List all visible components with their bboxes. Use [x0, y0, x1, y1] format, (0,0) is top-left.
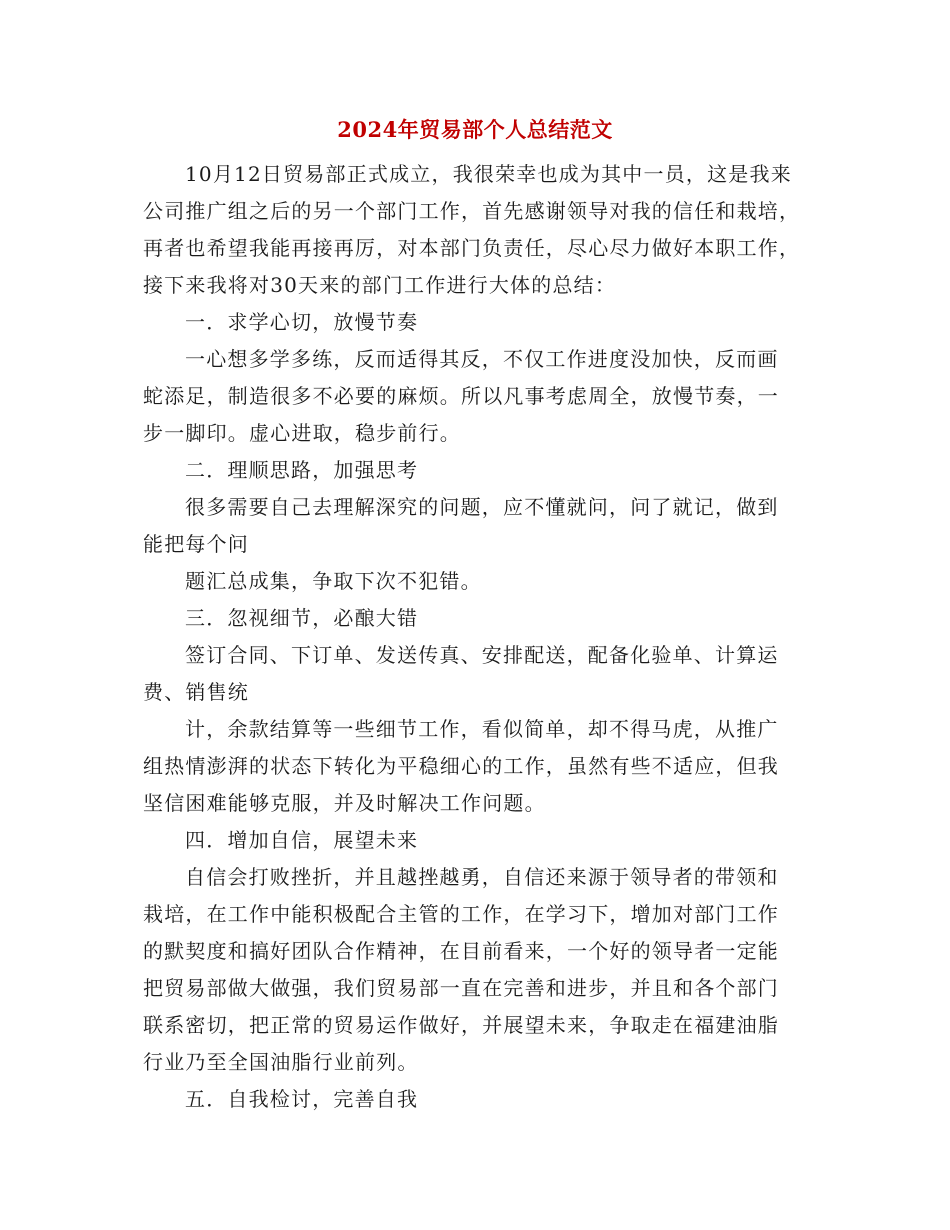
- section-heading-4: 四．增加自信，展望未来: [185, 828, 419, 852]
- paragraph-line: 把贸易部做大做强，我们贸易部一直在完善和进步，并且和各个部门: [143, 976, 779, 1000]
- paragraph-line: 10月12日贸易部正式成立，我很荣幸也成为其中一员，这是我来: [185, 162, 792, 186]
- paragraph-line: 组热情澎湃的状态下转化为平稳细心的工作，虽然有些不适应，但我: [143, 754, 779, 778]
- paragraph-line: 蛇添足，制造很多不必要的麻烦。所以凡事考虑周全，放慢节奏，一: [143, 384, 779, 408]
- paragraph-line: 计，余款结算等一些细节工作，看似简单，却不得马虎，从推广: [185, 717, 779, 741]
- paragraph-line: 联系密切，把正常的贸易运作做好，并展望未来，争取走在福建油脂: [143, 1013, 779, 1037]
- section-heading-2: 二．理顺思路，加强思考: [185, 458, 419, 482]
- paragraph-line: 的默契度和搞好团队合作精神，在目前看来，一个好的领导者一定能: [143, 939, 779, 963]
- paragraph-line: 接下来我将对30天来的部门工作进行大体的总结：: [143, 273, 617, 297]
- section-heading-5: 五．自我检讨，完善自我: [185, 1087, 419, 1111]
- paragraph-line: 很多需要自己去理解深究的问题，应不懂就问，问了就记，做到: [185, 495, 779, 519]
- paragraph-line: 栽培，在工作中能积极配合主管的工作，在学习下，增加对部门工作: [143, 902, 779, 926]
- paragraph-line: 步一脚印。虚心进取，稳步前行。: [143, 421, 461, 445]
- document-title: 2024年贸易部个人总结范文: [337, 117, 613, 142]
- paragraph-line: 一心想多学多练，反而适得其反，不仅工作进度没加快，反而画: [185, 347, 779, 371]
- paragraph-line: 公司推广组之后的另一个部门工作，首先感谢领导对我的信任和栽培，: [143, 199, 801, 223]
- section-heading-3: 三．忽视细节，必酿大错: [185, 606, 419, 630]
- paragraph-line: 签订合同、下订单、发送传真、安排配送，配备化验单、计算运: [185, 643, 779, 667]
- paragraph-line: 行业乃至全国油脂行业前列。: [143, 1050, 419, 1074]
- paragraph-line: 再者也希望我能再接再厉，对本部门负责任，尽心尽力做好本职工作，: [143, 236, 801, 260]
- paragraph-line: 题汇总成集，争取下次不犯错。: [185, 569, 482, 593]
- paragraph-line: 坚信困难能够克服，并及时解决工作问题。: [143, 791, 546, 815]
- section-heading-1: 一．求学心切，放慢节奏: [185, 310, 419, 334]
- document-body: [143, 156, 807, 1118]
- paragraph-line: 能把每个问: [143, 532, 249, 556]
- paragraph-line: 费、销售统: [143, 680, 249, 704]
- paragraph-line: 自信会打败挫折，并且越挫越勇，自信还来源于领导者的带领和: [185, 865, 779, 889]
